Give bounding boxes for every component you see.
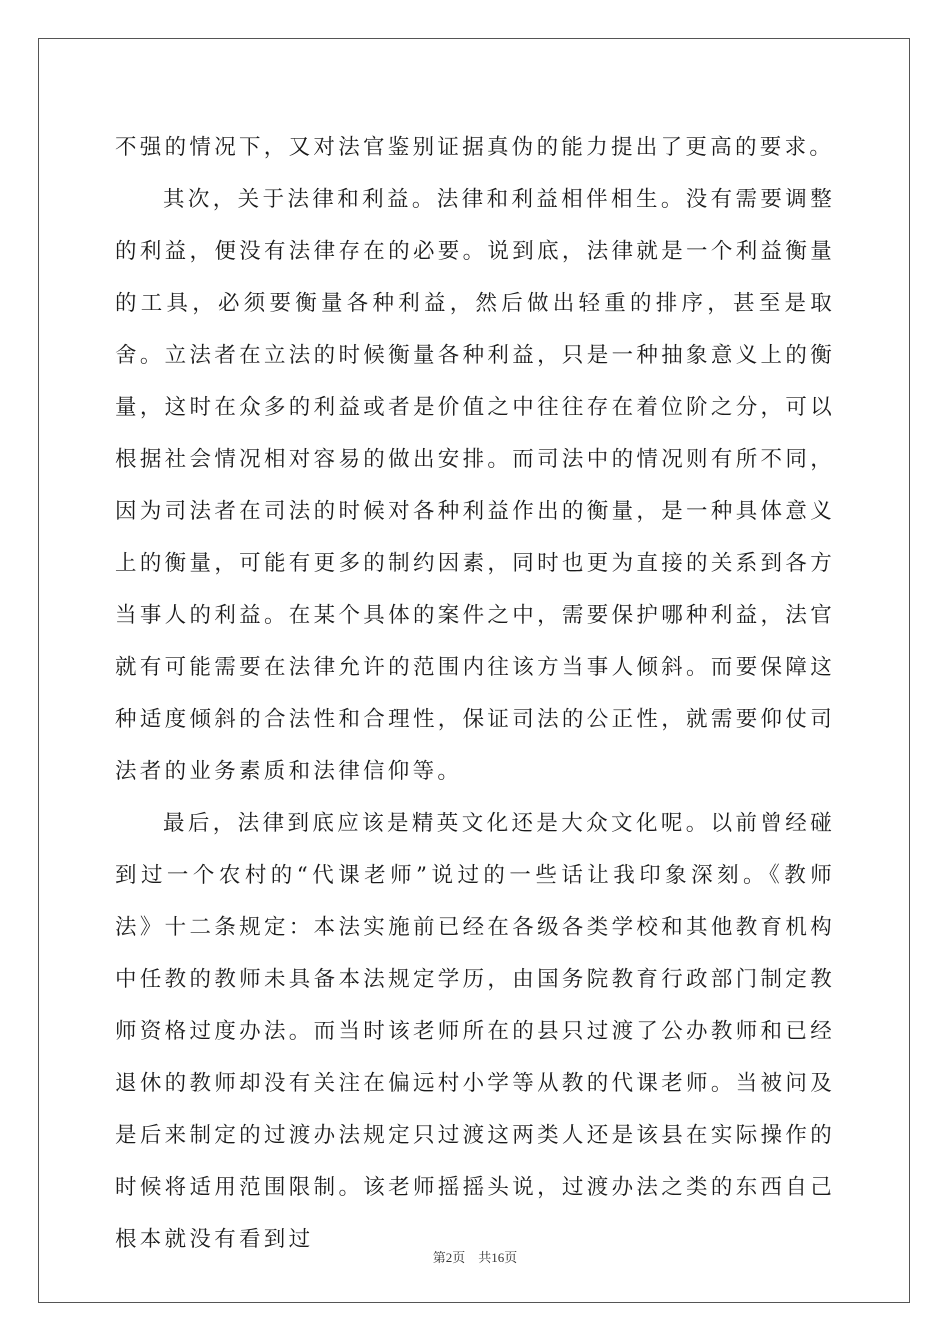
page-footer: [0, 1247, 950, 1266]
page-number: 第2页 共16页: [432, 1250, 518, 1265]
paragraph-elite-or-mass-culture: 最后，法律到底应该是精英文化还是大众文化呢。以前曾经碰到过一个农村的“代课老师”说过的一些话让我印象深刻。《教师法》十二条规定：本法实施前已经在各级各类学校和其他教育机构中任教的教师未具备本法规定学历，由国务院教育行政部门制定教师资格过度办法。而当时该老师所在的县只过渡了公办教师和已经退休的教师却没有关注在偏远村小学等从教的代课老师。当被问及是后来制定的过渡办法规定只过渡这两类人还是该县在实际操作的时候将适用范围限制。该老师摇摇头说，过渡办法之类的东西自己根本就没有看到过: [115, 811, 835, 1252]
paragraph-continued: 不强的情况下，又对法官鉴别证据真伪的能力提出了更高的要求。: [115, 135, 835, 160]
paragraph-law-and-interest: 其次，关于法律和利益。法律和利益相伴相生。没有需要调整的利益，便没有法律存在的必要。说到底，法律就是一个利益衡量的工具，必须要衡量各种利益，然后做出轻重的排序，甚至是取舍。立法者在立法的时候衡量各种利益，只是一种抽象意义上的衡量，这时在众多的利益或者是价值之中往往存在着位阶之分，可以根据社会情况相对容易的做出安排。而司法中的情况则有所不同，因为司法者在司法的时候对各种利益作出的衡量，是一种具体意义上的衡量，可能有更多的制约因素，同时也更为直接的关系到各方当事人的利益。在某个具体的案件之中，需要保护哪种利益，法官就有可能需要在法律允许的范围内往该方当事人倾斜。而要保障这种适度倾斜的合法性和合理性，保证司法的公正性，就需要仰仗司法者的业务素质和法律信仰等。: [115, 187, 835, 784]
document-body: [115, 122, 835, 1266]
